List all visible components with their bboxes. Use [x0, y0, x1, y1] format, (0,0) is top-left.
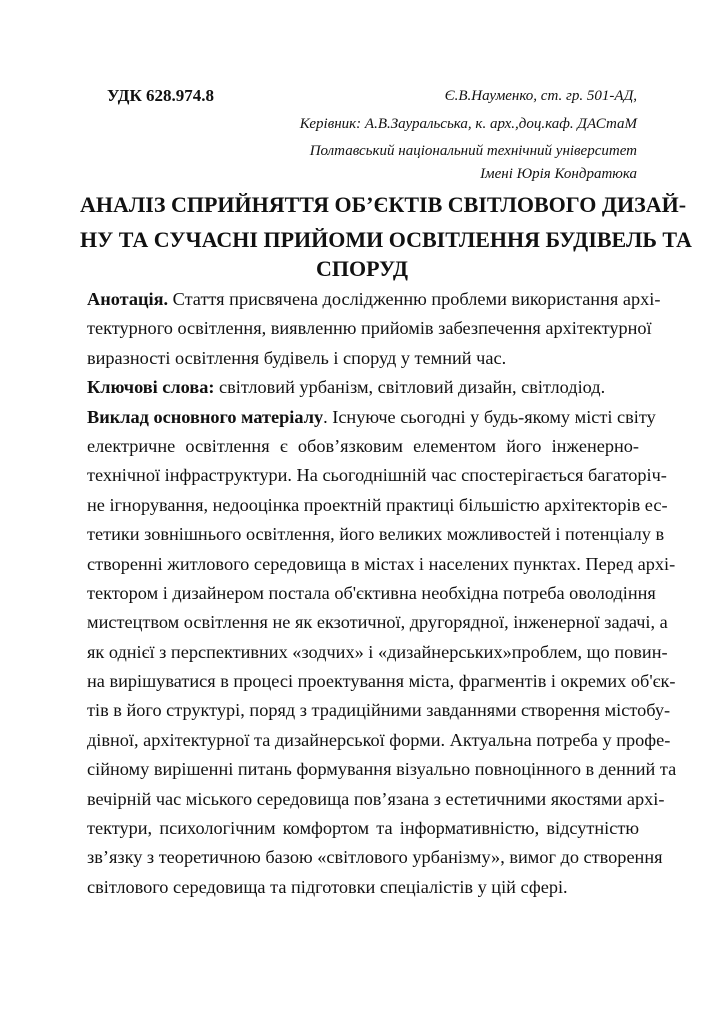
line-text: на вирішуватися в процесі проектування міста, фрагментів і окремих об'єк-	[87, 671, 676, 692]
title-line: АНАЛІЗ СПРИЙНЯТТЯ ОБ’ЄКТІВ СВІТЛОВОГО ДИЗАЙ-	[80, 192, 687, 217]
author-line: Є.В.Науменко, ст. гр. 501-АД,	[444, 88, 637, 104]
text-line	[87, 550, 676, 579]
paragraph-label: Виклад основного матеріалу	[87, 406, 324, 427]
main-text-paragraph	[87, 403, 677, 903]
title-line: НУ ТА СУЧАСНІ ПРИЙОМИ ОСВІТЛЕННЯ БУДІВЕЛЬ ТА	[80, 227, 692, 252]
line-text: електричне освітлення є обов’язковим елементом його інженерно-	[87, 435, 639, 456]
text-line	[87, 344, 639, 373]
university-line: Полтавський національний технічний університет	[309, 143, 637, 159]
text-line	[87, 785, 665, 814]
text-line	[87, 814, 639, 843]
line-text: тектором і дизайнером постала об'єктивна необхідна потреба оволодіння	[87, 582, 656, 603]
text-line	[87, 285, 661, 314]
text-line	[87, 667, 676, 696]
text-line	[87, 873, 639, 902]
udk-code: УДК 628.974.8	[107, 86, 215, 105]
article-body	[87, 285, 677, 902]
line-text: як однієї з перспективних «зодчих» і «дизайнерських»проблем, що повин-	[87, 641, 668, 662]
line-text: мистецтвом освітлення не як екзотичної, другорядної, інженерної задачі, а	[87, 612, 668, 633]
line-text: дівної, архітектурної та дизайнерської форми. Актуальна потреба у профе-	[87, 729, 671, 750]
text-line	[87, 403, 656, 432]
text-line	[87, 696, 671, 725]
text-line	[87, 461, 667, 490]
line-text: тетики зовнішнього освітлення, його великих можливостей і потенціалу в	[87, 524, 665, 545]
text-line	[87, 520, 665, 549]
text-line	[87, 843, 663, 872]
supervisor-line: Керівник: А.В.Зауральська, к. арх.,доц.каф. ДАСтаМ	[299, 116, 637, 132]
line-text: технічної інфраструктури. На сьогоднішній час спостерігається багаторіч-	[87, 465, 667, 486]
line-text: створенні житлового середовища в містах і населених пунктах. Перед архі-	[87, 553, 676, 574]
line-text: . Існуюче сьогодні у будь-якому місті світу	[323, 406, 656, 427]
text-line	[87, 373, 639, 402]
text-line	[87, 314, 652, 343]
line-text: сійному вирішенні питань формування візуально повноцінного в денний та	[87, 759, 677, 780]
keywords-paragraph	[87, 373, 639, 402]
line-text: вечірній час міського середовища пов’язана з естетичними якостями архі-	[87, 788, 665, 809]
abstract-paragraph	[87, 285, 661, 373]
line-text: Стаття присвячена дослідженню проблеми використання архі-	[168, 289, 661, 309]
line-text: виразності освітлення будівель і споруд у темний час.	[87, 347, 507, 368]
line-text: тектурного освітлення, виявленню прийомів забезпечення архітектурної	[87, 318, 652, 339]
title-line: СПОРУД	[315, 256, 409, 281]
text-line	[87, 726, 671, 755]
text-line	[87, 491, 668, 520]
line-text: тів в його структурі, поряд з традиційними завданнями створення містобу-	[87, 700, 671, 721]
text-line	[87, 579, 656, 608]
line-text: світловий урбанізм, світловий дизайн, світлодіод.	[214, 377, 606, 398]
line-text: тектури, психологічним комфортом та інформативністю, відсутністю	[87, 818, 639, 839]
paragraph-label: Анотація.	[87, 289, 169, 309]
paragraph-label: Ключові слова:	[87, 377, 215, 398]
text-line	[87, 608, 668, 637]
university-name-line: Імені Юрія Кондратюка	[480, 166, 637, 182]
text-line	[87, 755, 677, 784]
line-text: світлового середовища та підготовки спеціалістів у цій сфері.	[87, 876, 568, 897]
line-text: зв’язку з теоретичною базою «світлового урбанізму», вимог до створення	[87, 847, 663, 868]
text-line	[87, 432, 639, 461]
text-line	[87, 638, 668, 667]
line-text: не ігнорування, недооцінка проектній практиці більшістю архітекторів ес-	[87, 494, 668, 515]
